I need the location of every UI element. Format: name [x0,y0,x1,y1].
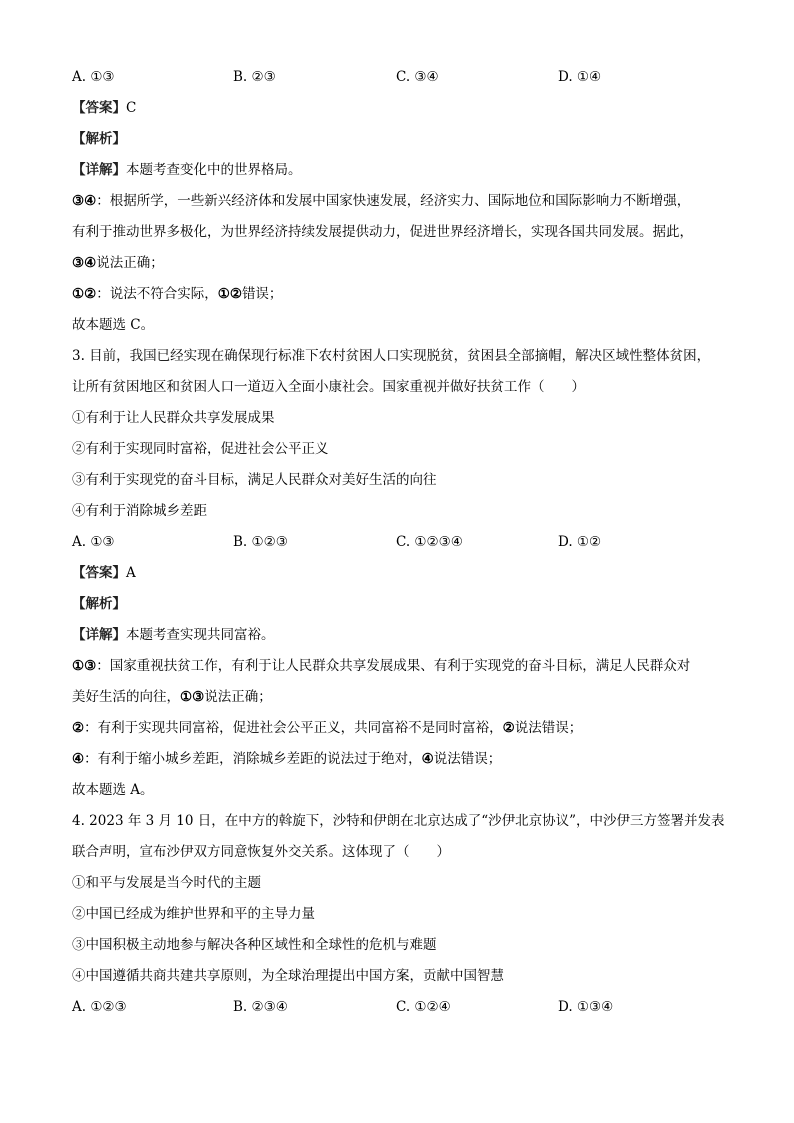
q2-detail [72,155,732,186]
q4-statement-3: ③中国积极主动地参与解决各种区域性和全球性的危机与难题 [72,937,437,953]
statement-label: ④ [421,751,434,767]
q3-stem-1: 3. 目前，我国已经实现在确保现行标准下农村贫困人口实现脱贫，贫困县全部摘帽，解决区域性整体贫困， [72,348,711,364]
q3-options [72,527,732,558]
q3-analysis [72,589,732,620]
q2-analysis [72,124,732,155]
q3-explain-3 [72,713,732,744]
q3-statement-2: ②有利于实现同时富裕，促进社会公平正义 [72,441,329,457]
statement-label: ③④ [72,255,97,271]
analysis-tag: 【解析】 [72,131,126,147]
explain-text: 错误； [241,286,283,302]
explain-text: ：有利于实现共同富裕，促进社会公平正义，共同富裕不是同时富裕， [84,720,503,736]
q2-option-a: A. ①③ [72,69,115,85]
detail-text: 本题考查实现共同富裕。 [126,627,275,643]
answer-value: A [126,565,136,581]
statement-label: ③④ [72,193,97,209]
statement-label: ①③ [180,689,205,705]
explain-text: ：有利于缩小城乡差距，消除城乡差距的说法过于绝对， [84,751,422,767]
q4-stem-2: 联合声明，宣布沙伊双方同意恢复外交关系。这体现了（ ） [72,844,450,860]
q2-option-b: B. ②③ [233,69,276,85]
q2-option-d: D. ①④ [558,69,602,85]
q2-explain-1 [72,186,732,217]
q2-conclusion: 故本题选 C。 [72,317,155,333]
q3-conclusion: 故本题选 A。 [72,782,154,798]
q2-answer [72,93,732,124]
explain-text: 说法错误； [433,751,502,767]
analysis-tag: 【解析】 [72,596,126,612]
q2-explain-3 [72,248,732,279]
detail-tag: 【详解】 [72,162,126,178]
q4-option-a: A. ①②③ [72,999,127,1015]
q4-option-b: B. ②③④ [233,999,288,1015]
q3-detail [72,620,732,651]
q2-explain-4 [72,279,732,310]
detail-text: 本题考查变化中的世界格局。 [126,162,302,178]
answer-tag: 【答案】 [72,100,126,116]
q3-explain-4 [72,744,732,775]
statement-label: ①③ [72,658,97,674]
explain-text: 说法错误； [514,720,583,736]
q4-statement-2: ②中国已经成为维护世界和平的主导力量 [72,906,315,922]
q3-option-a: A. ①③ [72,534,115,550]
explain-text: 美好生活的向往， [72,689,180,705]
q3-option-b: B. ①②③ [233,534,288,550]
q4-option-c: C. ①②④ [396,999,451,1015]
statement-label: ①② [217,286,242,302]
q3-statement-3: ③有利于实现党的奋斗目标，满足人民群众对美好生活的向往 [72,472,437,488]
q4-statement-4: ④中国遵循共商共建共享原则，为全球治理提出中国方案，贡献中国智慧 [72,968,504,984]
statement-label: ② [72,720,85,736]
q3-option-c: C. ①②③④ [396,534,463,550]
q3-explain-1 [72,651,732,682]
explain-text: 有利于推动世界多极化，为世界经济持续发展提供动力，促进世界经济增长，实现各国共同发展。据此， [72,224,693,240]
q3-statement-1: ①有利于让人民群众共享发展成果 [72,410,275,426]
answer-tag: 【答案】 [72,565,126,581]
q3-explain-2 [72,682,732,713]
statement-label: ④ [72,751,85,767]
explain-text: ：说法不符合实际， [96,286,218,302]
q2-option-c: C. ③④ [396,69,439,85]
statement-label: ② [502,720,515,736]
q4-statement-1: ①和平与发展是当今时代的主题 [72,875,261,891]
explain-text: 说法正确； [204,689,272,705]
detail-tag: 【详解】 [72,627,126,643]
q4-option-d: D. ①③④ [558,999,614,1015]
explain-text: ：根据所学，一些新兴经济体和发展中国家快速发展，经济实力、国际地位和国际影响力不断增强， [96,193,691,209]
q3-option-d: D. ①② [558,534,602,550]
answer-value: C [126,100,137,116]
q4-stem-1: 4. 2023 年 3 月 10 日，在中方的斡旋下，沙特和伊朗在北京达成了“沙伊北京协议”，中沙伊三方签署并发表 [72,813,725,829]
document-page [72,62,732,1023]
explain-text: 说法正确； [96,255,164,271]
statement-label: ①② [72,286,97,302]
explain-text: ：国家重视扶贫工作，有利于让人民群众共享发展成果、有利于实现党的奋斗目标，满足人民群众对 [96,658,691,674]
q2-options [72,62,732,93]
q3-statement-4: ④有利于消除城乡差距 [72,503,207,519]
q3-stem-2: 让所有贫困地区和贫困人口一道迈入全面小康社会。国家重视并做好扶贫工作（ ） [72,379,585,395]
q4-options [72,992,732,1023]
q3-answer [72,558,732,589]
q2-explain-2 [72,217,732,248]
